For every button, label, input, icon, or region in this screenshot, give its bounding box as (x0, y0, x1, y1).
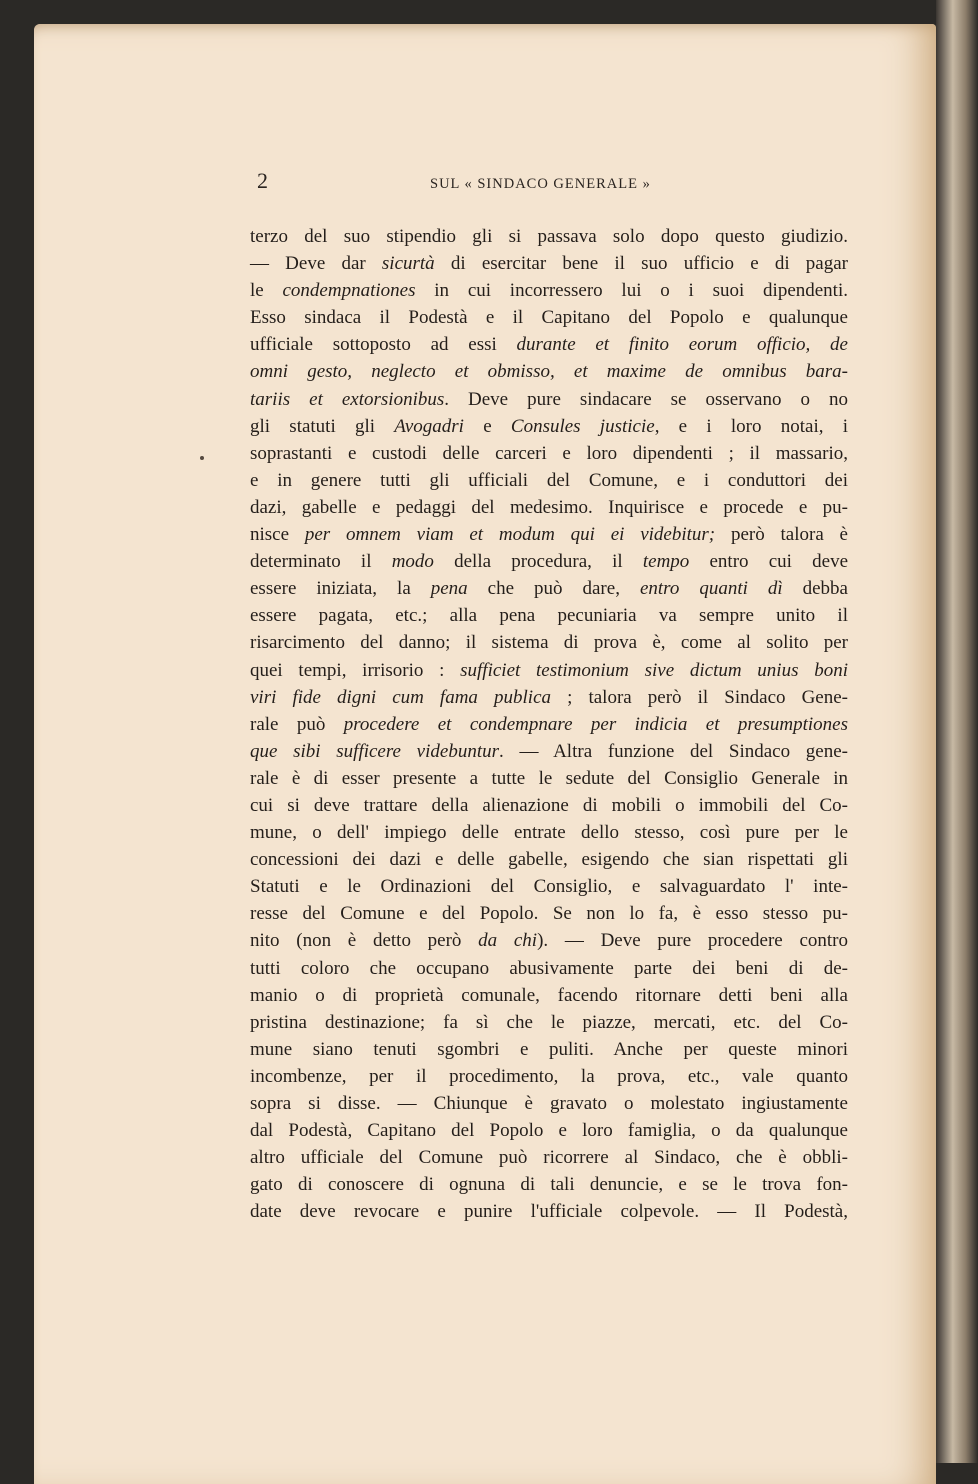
italic-text: viri fide digni cum fama publica (250, 686, 552, 708)
text-segment: terzo del suo stipendio gli si passava solo dopo questo giudizio. (250, 226, 848, 247)
text-line (250, 389, 848, 416)
text-line (250, 903, 848, 930)
text-segment: soprastanti e custodi delle carceri e loro dipendenti ; il massario, (250, 442, 848, 464)
text-segment: Statuti e le Ordinazioni del Consiglio, e salvaguardato l' inte- (250, 876, 848, 898)
italic-text: entro quanti dì (639, 578, 783, 600)
text-line (250, 443, 848, 470)
text-segment: determinato il (250, 551, 392, 573)
text-line (250, 524, 848, 551)
text-segment: dazi, gabelle e pedaggi del medesimo. Inquirisce e procede e pu- (250, 496, 848, 518)
text-segment: rale può (250, 713, 344, 735)
text-segment: cui si deve trattare della alienazione di mobili o immobili del Co- (250, 794, 848, 816)
italic-text: durante et finito eorum officio, de (516, 334, 848, 356)
text-segment: , e i loro notai, i (654, 415, 848, 437)
text-segment: mune siano tenuti sgombri e puliti. Anche per queste minori (250, 1038, 848, 1060)
margin-dot (200, 456, 204, 460)
text-line (250, 470, 848, 497)
text-line (250, 822, 848, 849)
text-line (250, 714, 848, 741)
text-segment: altro ufficiale del Comune può ricorrere al Sindaco, che è obbli- (250, 1147, 848, 1169)
text-segment: Esso sindaca il Podestà e il Capitano del Popolo e qualunque (250, 307, 848, 329)
text-segment: mune, o dell' impiego delle entrate dello stesso, così pure per le (250, 822, 848, 844)
text-segment: gato di conoscere di ognuna di tali denuncie, e se le trova fon- (250, 1174, 848, 1196)
text-line (250, 1147, 848, 1174)
text-segment: risarcimento del danno; il sistema di prova è, come al solito per (250, 632, 848, 654)
text-segment: però talora è (715, 524, 848, 546)
text-segment: ; talora però il Sindaco Gene- (551, 686, 849, 708)
body-text (250, 226, 848, 1228)
text-segment: . Deve pure sindacare se osservano o no (444, 388, 848, 410)
text-segment: manio o di proprietà comunale, facendo ritornare detti beni alla (250, 984, 848, 1006)
italic-text: tariis et extorsionibus (250, 388, 445, 410)
text-line (250, 849, 848, 876)
text-line (250, 551, 848, 578)
italic-text: procedere et condempnare per indicia et presumptiones (343, 713, 848, 735)
text-segment: quei tempi, irrisorio : (250, 659, 461, 681)
text-line (250, 1066, 848, 1093)
text-line (250, 334, 848, 361)
text-segment: debba (782, 578, 848, 600)
page-number: 2 (257, 168, 268, 193)
text-line (250, 1039, 848, 1066)
adjacent-page-edge (936, 0, 978, 1463)
text-segment: rale è di esser presente a tutte le sedute del Consiglio Generale in (250, 767, 848, 789)
text-segment: tutti coloro che occupano abusivamente parte dei beni di de- (250, 957, 848, 979)
text-line (250, 741, 848, 768)
text-segment: gli statuti gli (250, 415, 395, 437)
text-line (250, 876, 848, 903)
italic-text: sicurtà (381, 253, 435, 275)
text-line (250, 985, 848, 1012)
text-line (250, 958, 848, 985)
text-line (250, 578, 848, 605)
text-segment: che può dare, (467, 578, 640, 600)
text-line (250, 1174, 848, 1201)
text-segment: ). — Deve pure procedere contro (537, 930, 848, 952)
text-line (250, 605, 848, 632)
text-line (250, 687, 848, 714)
text-line (250, 416, 848, 443)
italic-text: condempnationes (282, 280, 416, 302)
text-line (250, 930, 848, 957)
italic-text: da chi (478, 930, 538, 952)
text-segment: concessioni dei dazi e delle gabelle, esigendo che sian rispettati gli (250, 849, 848, 871)
italic-text: Consules justicie (510, 415, 655, 437)
text-segment: dal Podestà, Capitano del Popolo e loro famiglia, o da qualunque (250, 1120, 848, 1142)
text-line (250, 307, 848, 334)
italic-text: tempo (642, 551, 690, 573)
text-segment: . — Altra funzione del Sindaco gene- (499, 740, 848, 762)
italic-text: sufficiet testimonium sive dictum unius boni (460, 659, 848, 681)
text-segment: sopra si disse. — Chiunque è gravato o molestato ingiustamente (250, 1093, 848, 1114)
text-line (250, 253, 848, 280)
text-segment: essere iniziata, la (250, 578, 431, 600)
text-line (250, 280, 848, 307)
italic-text: omni gesto, neglecto et obmisso, et maxime de omnibus bara- (250, 361, 848, 383)
text-line (250, 768, 848, 795)
text-segment: essere pagata, etc.; alla pena pecuniaria va sempre unito il (250, 605, 848, 627)
text-segment: in cui incorressero lui o i suoi dipendenti. (415, 280, 848, 302)
italic-text: modo (391, 551, 434, 573)
text-line (250, 226, 848, 253)
text-line (250, 1120, 848, 1147)
text-line (250, 361, 848, 388)
italic-text: Avogadri (394, 415, 464, 437)
italic-text: per omnem viam et modum qui ei videbitur; (304, 524, 716, 546)
text-segment: della procedura, il (433, 551, 643, 573)
text-segment: e in genere tutti gli ufficiali del Comune, e i conduttori dei (250, 469, 848, 491)
text-line (250, 660, 848, 687)
italic-text: que sibi sufficere videbuntur (250, 740, 499, 762)
text-segment: — Deve dar (250, 253, 382, 275)
text-segment: di esercitar bene il suo ufficio e di pagar (434, 253, 848, 275)
text-segment: e (463, 415, 511, 437)
text-line (250, 632, 848, 659)
italic-text: pena (430, 578, 468, 600)
text-segment: entro cui deve (689, 551, 848, 573)
text-line (250, 1012, 848, 1039)
text-segment: incombenze, per il procedimento, la prova, etc., vale quanto (250, 1065, 848, 1087)
text-segment: date deve revocare e punire l'ufficiale colpevole. — Il Podestà, (250, 1201, 848, 1223)
text-line (250, 497, 848, 524)
text-segment: le (250, 280, 283, 302)
text-segment: resse del Comune e del Popolo. Se non lo fa, è esso stesso pu- (250, 903, 848, 925)
text-line (250, 1201, 848, 1228)
text-line (250, 795, 848, 822)
text-segment: nito (non è detto però (250, 930, 479, 952)
text-segment: nisce (250, 524, 305, 546)
text-segment: pristina destinazione; fa sì che le piazze, mercati, etc. del Co- (250, 1011, 848, 1033)
running-title: SUL « SINDACO GENERALE » (430, 176, 651, 192)
text-line (250, 1093, 848, 1120)
text-segment: ufficiale sottoposto ad essi (250, 334, 517, 356)
